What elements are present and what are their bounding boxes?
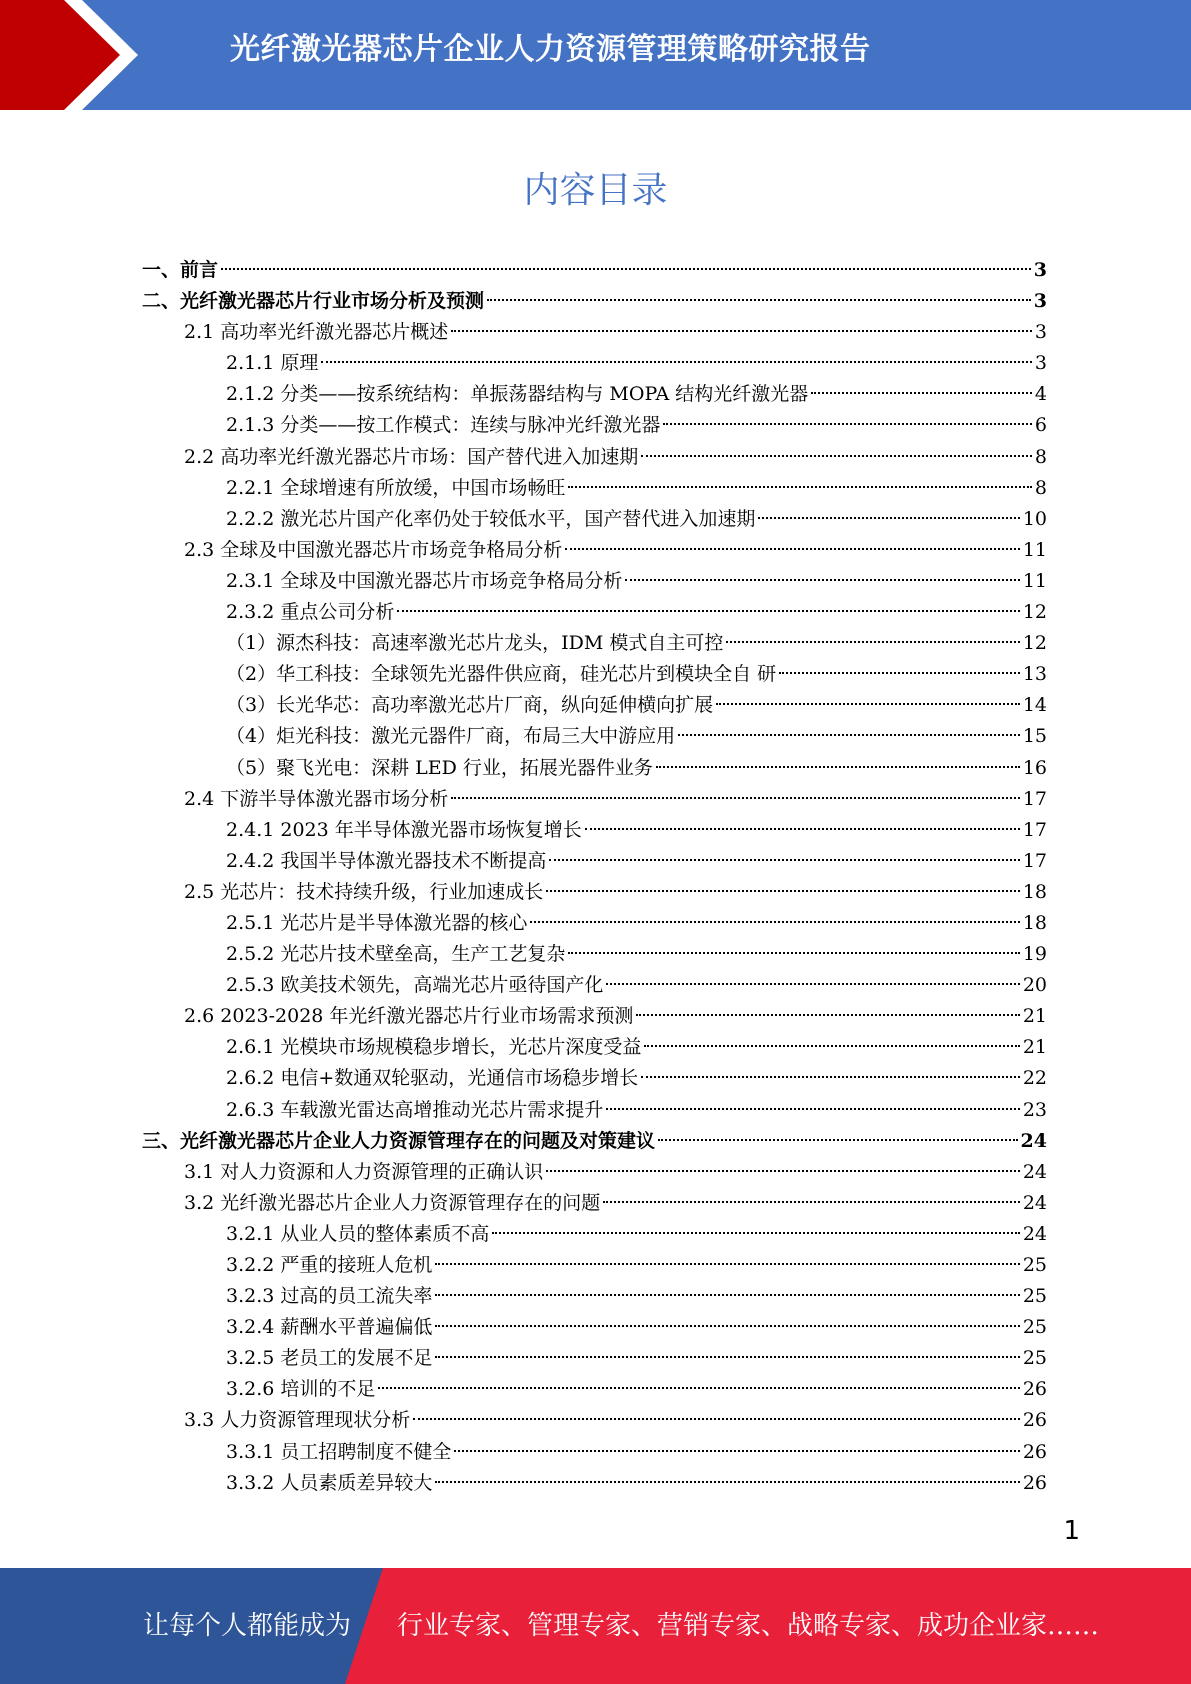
toc-entry-page: 14 — [1022, 694, 1047, 717]
toc-entry-title: 2.5.1 光芯片是半导体激光器的核心 — [226, 911, 528, 934]
toc-entry-page: 17 — [1022, 849, 1047, 872]
toc-dot-leader — [606, 1108, 1019, 1110]
toc-entry[interactable] — [142, 939, 1047, 970]
toc-entry-page: 24 — [1020, 1129, 1047, 1152]
toc-dot-leader — [378, 1387, 1019, 1389]
toc-dot-leader — [435, 1294, 1019, 1296]
toc-entry-title: （5）聚飞光电：深耕 LED 行业，拓展光器件业务 — [226, 756, 653, 779]
toc-entry-page: 16 — [1022, 756, 1047, 779]
toc-dot-leader — [413, 1418, 1020, 1420]
toc-entry-title: 三、光纤激光器芯片企业人力资源管理存在的问题及对策建议 — [142, 1129, 656, 1152]
toc-entry-page: 18 — [1022, 880, 1047, 903]
toc-entry[interactable] — [142, 1032, 1047, 1063]
toc-entry[interactable] — [142, 1063, 1047, 1094]
toc-entry[interactable] — [142, 846, 1047, 877]
toc-entry-page: 19 — [1022, 943, 1047, 966]
toc-entry[interactable] — [142, 877, 1047, 908]
toc-dot-leader — [658, 1139, 1018, 1141]
toc-entry-title: 2.4.2 我国半导体激光器技术不断提高 — [226, 849, 547, 872]
toc-dot-leader — [221, 268, 1031, 270]
toc-entry-title: 2.6.3 车载激光雷达高增推动光芯片需求提升 — [226, 1098, 604, 1121]
toc-entry-page: 22 — [1022, 1067, 1047, 1090]
toc-entry-page: 26 — [1022, 1440, 1047, 1463]
toc-entry-page: 23 — [1022, 1098, 1047, 1121]
toc-entry-page: 3 — [1033, 290, 1047, 313]
toc-entry-page: 24 — [1022, 1191, 1047, 1214]
toc-entry-title: 3.1 对人力资源和人力资源管理的正确认识 — [184, 1160, 544, 1183]
toc-entry-title: 2.1.2 分类——按系统结构：单振荡器结构与 MOPA 结构光纤激光器 — [226, 383, 809, 406]
toc-entry-page: 25 — [1022, 1347, 1047, 1370]
toc-entry[interactable] — [142, 1343, 1047, 1374]
toc-entry[interactable] — [142, 1437, 1047, 1468]
toc-entry[interactable] — [142, 753, 1047, 784]
toc-dot-leader — [487, 299, 1031, 301]
toc-entry-title: 2.5.2 光芯片技术壁垒高，生产工艺复杂 — [226, 943, 566, 966]
toc-entry[interactable] — [142, 970, 1047, 1001]
toc-dot-leader — [568, 952, 1019, 954]
toc-entry[interactable] — [142, 504, 1047, 535]
toc-entry-page: 25 — [1022, 1316, 1047, 1339]
toc-dot-leader — [758, 517, 1019, 519]
toc-entry[interactable] — [142, 1281, 1047, 1312]
toc-entry-title: 一、前言 — [142, 259, 219, 281]
toc-dot-leader — [779, 672, 1020, 674]
toc-entry-title: （4）炬光科技：激光元器件厂商，布局三大中游应用 — [226, 725, 676, 748]
toc-entry[interactable] — [142, 473, 1047, 504]
toc-entry-title: 二、光纤激光器芯片行业市场分析及预测 — [142, 290, 485, 313]
toc-dot-leader — [451, 797, 1020, 799]
toc-entry-page: 8 — [1034, 476, 1047, 499]
toc-entry[interactable] — [142, 1312, 1047, 1343]
toc-entry-title: 2.1 高功率光纤激光器芯片概述 — [184, 321, 449, 344]
toc-entry[interactable] — [142, 721, 1047, 752]
toc-entry[interactable] — [142, 286, 1047, 317]
table-of-contents — [142, 255, 1047, 1499]
toc-dot-leader — [644, 1045, 1019, 1047]
toc-entry-title: 2.6.2 电信+数通双轮驱动，光通信市场稳步增长 — [226, 1067, 639, 1090]
toc-entry-title: 3.2.2 严重的接班人危机 — [226, 1254, 433, 1276]
toc-entry-page: 11 — [1022, 569, 1047, 592]
toc-entry[interactable] — [142, 815, 1047, 846]
toc-entry[interactable] — [142, 1219, 1047, 1250]
chevron-logo-icon — [0, 0, 150, 110]
toc-dot-leader — [603, 1201, 1020, 1203]
toc-dot-leader — [321, 361, 1032, 363]
toc-entry[interactable] — [142, 659, 1047, 690]
toc-entry-page: 6 — [1034, 414, 1047, 437]
toc-entry-page: 13 — [1022, 663, 1047, 686]
page-number: 1 — [1063, 1516, 1080, 1546]
toc-entry-title: 2.1.1 原理 — [226, 352, 319, 375]
toc-entry-title: 2.2.2 激光芯片国产化率仍处于较低水平，国产替代进入加速期 — [226, 507, 756, 530]
toc-entry-title: 3.2 光纤激光器芯片企业人力资源管理存在的问题 — [184, 1191, 601, 1214]
toc-entry[interactable] — [142, 1188, 1047, 1219]
toc-dot-leader — [636, 1014, 1019, 1016]
toc-entry-title: （1）源杰科技：高速率激光芯片龙头，IDM 模式自主可控 — [226, 632, 724, 655]
toc-entry[interactable] — [142, 784, 1047, 815]
toc-entry-title: 2.5.3 欧美技术领先，高端光芯片亟待国产化 — [226, 974, 604, 997]
toc-entry-page: 24 — [1022, 1222, 1047, 1245]
toc-entry-page: 26 — [1022, 1409, 1047, 1432]
toc-entry-title: 2.3.1 全球及中国激光器芯片市场竞争格局分析 — [226, 569, 623, 592]
toc-dot-leader — [397, 610, 1019, 612]
toc-entry-title: 3.3 人力资源管理现状分析 — [184, 1409, 411, 1432]
toc-entry-page: 21 — [1022, 1036, 1047, 1059]
toc-entry[interactable] — [142, 535, 1047, 566]
toc-entry-title: 2.4.1 2023 年半导体激光器市场恢复增长 — [226, 818, 582, 841]
toc-entry[interactable] — [142, 566, 1047, 597]
toc-entry-title: 2.5 光芯片：技术持续升级，行业加速成长 — [184, 880, 544, 903]
toc-entry-title: 2.6 2023-2028 年光纤激光器芯片行业市场需求预测 — [184, 1005, 634, 1028]
toc-entry-page: 11 — [1022, 538, 1047, 561]
toc-entry-title: （2）华工科技：全球领先光器件供应商，硅光芯片到模块全自 研 — [226, 663, 777, 686]
toc-entry-page: 3 — [1034, 321, 1047, 344]
toc-dot-leader — [585, 828, 1020, 830]
toc-entry[interactable] — [142, 255, 1047, 286]
toc-entry-title: 3.2.1 从业人员的整体素质不高 — [226, 1222, 490, 1245]
toc-entry-page: 21 — [1022, 1005, 1047, 1028]
toc-entry[interactable] — [142, 317, 1047, 348]
toc-entry-title: 3.2.6 培训的不足 — [226, 1378, 376, 1401]
toc-entry[interactable] — [142, 442, 1047, 473]
toc-entry-title: 3.2.5 老员工的发展不足 — [226, 1347, 433, 1370]
toc-entry-title: 3.3.1 员工招聘制度不健全 — [226, 1440, 452, 1463]
toc-heading: 内容目录 — [523, 170, 668, 211]
page-header — [0, 0, 1191, 110]
toc-entry-title: 2.3.2 重点公司分析 — [226, 601, 395, 624]
toc-dot-leader — [678, 734, 1020, 736]
footer-slogan-right: 行业专家、管理专家、营销专家、战略专家、成功企业家…… — [397, 1611, 1100, 1641]
toc-dot-leader — [492, 1232, 1019, 1234]
toc-dot-leader — [625, 579, 1019, 581]
toc-entry[interactable] — [142, 628, 1047, 659]
toc-entry[interactable] — [142, 1001, 1047, 1032]
toc-entry-page: 25 — [1022, 1254, 1047, 1276]
toc-entry-page: 17 — [1022, 787, 1047, 810]
toc-dot-leader — [435, 1356, 1019, 1358]
toc-entry-page: 26 — [1022, 1471, 1047, 1494]
toc-entry[interactable] — [142, 908, 1047, 939]
toc-dot-leader — [435, 1263, 1019, 1265]
toc-entry-page: 17 — [1022, 818, 1047, 841]
toc-dot-leader — [811, 392, 1032, 394]
page-footer — [0, 1568, 1191, 1684]
toc-entry-page: 3 — [1034, 352, 1047, 375]
toc-entry[interactable] — [142, 1468, 1047, 1499]
toc-entry-page: 12 — [1022, 601, 1047, 624]
toc-dot-leader — [565, 548, 1020, 550]
toc-dot-leader — [454, 1450, 1019, 1452]
toc-dot-leader — [435, 1325, 1019, 1327]
toc-entry-title: 2.1.3 分类——按工作模式：连续与脉冲光纤激光器 — [226, 414, 661, 437]
toc-dot-leader — [546, 1170, 1020, 1172]
toc-entry-title: 3.2.3 过高的员工流失率 — [226, 1285, 433, 1308]
toc-dot-leader — [568, 486, 1032, 488]
report-title: 光纤激光器芯片企业人力资源管理策略研究报告 — [230, 32, 871, 67]
toc-entry-page: 10 — [1022, 507, 1047, 530]
toc-entry-title: （3）长光华芯：高功率激光芯片厂商，纵向延伸横向扩展 — [226, 694, 714, 717]
toc-dot-leader — [606, 983, 1019, 985]
toc-entry-page: 18 — [1022, 911, 1047, 934]
toc-dot-leader — [549, 859, 1019, 861]
toc-entry[interactable] — [142, 597, 1047, 628]
toc-entry-page: 20 — [1022, 974, 1047, 997]
toc-dot-leader — [641, 1076, 1020, 1078]
toc-entry[interactable] — [142, 1126, 1047, 1157]
toc-dot-leader — [726, 641, 1019, 643]
toc-entry[interactable] — [142, 1374, 1047, 1405]
toc-dot-leader — [716, 703, 1020, 705]
toc-entry[interactable] — [142, 1095, 1047, 1126]
toc-entry-title: 3.2.4 薪酬水平普遍偏低 — [226, 1316, 433, 1339]
toc-dot-leader — [435, 1481, 1019, 1483]
toc-dot-leader — [656, 766, 1020, 768]
toc-entry[interactable] — [142, 1250, 1047, 1281]
toc-entry-title: 2.2 高功率光纤激光器芯片市场：国产替代进入加速期 — [184, 445, 639, 468]
toc-entry-title: 2.6.1 光模块市场规模稳步增长，光芯片深度受益 — [226, 1036, 642, 1059]
toc-entry-page: 25 — [1022, 1285, 1047, 1308]
toc-entry[interactable] — [142, 690, 1047, 721]
toc-entry-title: 2.2.1 全球增速有所放缓，中国市场畅旺 — [226, 476, 566, 499]
toc-entry[interactable] — [142, 1405, 1047, 1436]
toc-entry-title: 3.3.2 人员素质差异较大 — [226, 1471, 433, 1494]
toc-entry-page: 26 — [1022, 1378, 1047, 1401]
toc-entry-page: 12 — [1022, 632, 1047, 655]
toc-dot-leader — [641, 455, 1032, 457]
toc-entry-page: 4 — [1034, 383, 1047, 406]
toc-entry[interactable] — [142, 410, 1047, 441]
toc-entry[interactable] — [142, 1157, 1047, 1188]
toc-dot-leader — [530, 921, 1019, 923]
toc-entry-page: 15 — [1022, 725, 1047, 748]
toc-entry-page: 8 — [1034, 445, 1047, 468]
toc-dot-leader — [546, 890, 1020, 892]
toc-dot-leader — [663, 423, 1032, 425]
footer-slogan-left: 让每个人都能成为 — [143, 1611, 352, 1641]
toc-entry-title: 2.3 全球及中国激光器芯片市场竞争格局分析 — [184, 538, 563, 561]
toc-entry[interactable] — [142, 379, 1047, 410]
toc-entry-title: 2.4 下游半导体激光器市场分析 — [184, 787, 449, 810]
toc-entry-page: 24 — [1022, 1160, 1047, 1183]
toc-entry-page: 3 — [1033, 259, 1047, 281]
toc-dot-leader — [451, 330, 1032, 332]
toc-entry[interactable] — [142, 348, 1047, 379]
